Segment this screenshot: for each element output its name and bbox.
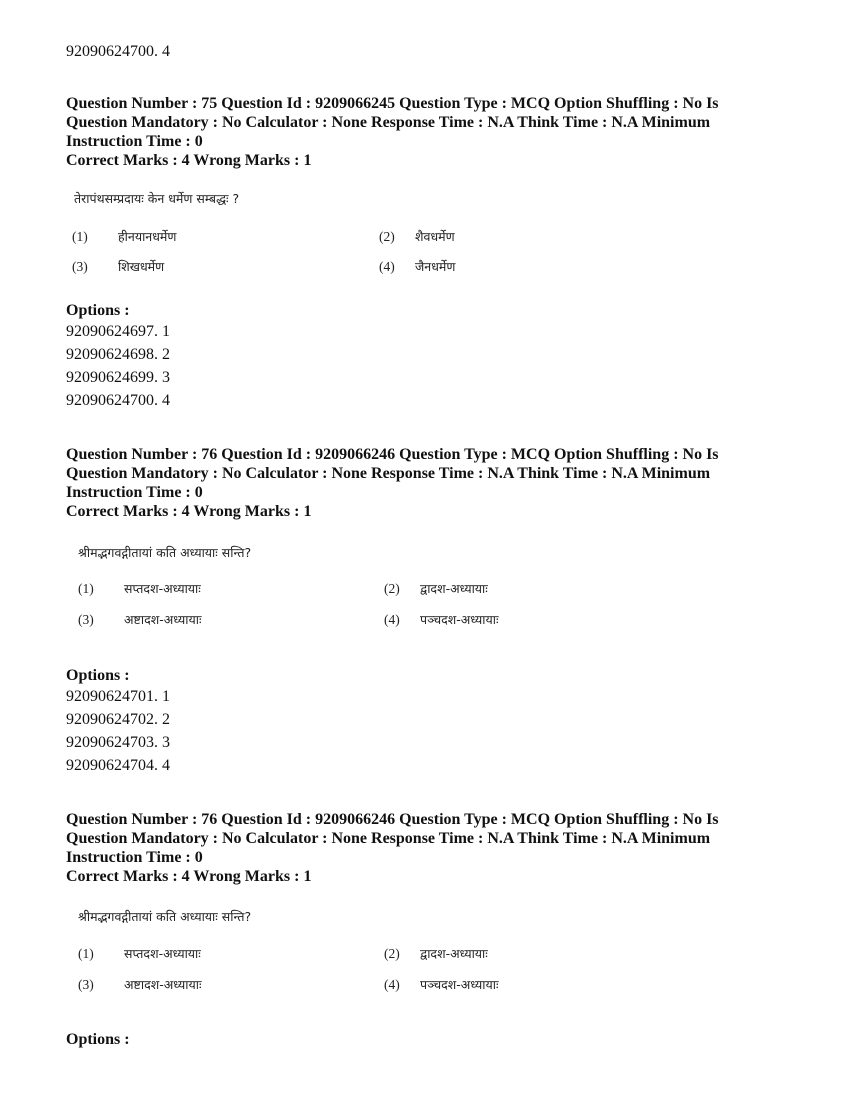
options-list xyxy=(66,320,170,412)
header-line: Question Mandatory : No Calculator : None Response Time : N.A Think Time : N.A Minimum xyxy=(66,830,711,847)
marks-line: Correct Marks : 4 Wrong Marks : 1 xyxy=(66,868,312,885)
marks-line: Correct Marks : 4 Wrong Marks : 1 xyxy=(66,503,312,520)
choice: (4) पञ्चदश-अध्यायाः xyxy=(384,612,499,627)
option-item: 92090624701. 1 xyxy=(66,688,170,705)
question-image xyxy=(66,907,686,997)
question-text: श्रीमद्भगवद्गीतायां कति अध्यायाः सन्ति? xyxy=(78,909,252,924)
question-image xyxy=(66,189,686,279)
option-item: 92090624704. 4 xyxy=(66,757,170,774)
options-label: Options : xyxy=(66,302,130,319)
header-line: Question Number : 75 Question Id : 9209066245 Question Type : MCQ Option Shuffling : No Is xyxy=(66,95,719,112)
choice: (1) हीनयानधर्मेण xyxy=(72,229,177,244)
choice: (2) द्वादश-अध्यायाः xyxy=(384,581,488,596)
marks-line: Correct Marks : 4 Wrong Marks : 1 xyxy=(66,152,312,169)
question-text: श्रीमद्भगवद्गीतायां कति अध्यायाः सन्ति? xyxy=(78,545,252,560)
header-line: Question Mandatory : No Calculator : None Response Time : N.A Think Time : N.A Minimum xyxy=(66,465,711,482)
question-header xyxy=(66,445,786,521)
choice: (4) पञ्चदश-अध्यायाः xyxy=(384,977,499,992)
header-line: Instruction Time : 0 xyxy=(66,484,203,501)
option-line: 92090624700. 4 xyxy=(66,43,170,60)
question-text: तेरापंथसम्प्रदायः केन धर्मेण सम्बद्धः ? xyxy=(74,191,240,206)
option-item: 92090624698. 2 xyxy=(66,346,170,363)
choice: (1) सप्तदश-अध्यायाः xyxy=(78,946,201,961)
header-line: Question Number : 76 Question Id : 9209066246 Question Type : MCQ Option Shuffling : No Is xyxy=(66,811,719,828)
option-item: 92090624699. 3 xyxy=(66,369,170,386)
options-label: Options : xyxy=(66,1031,130,1048)
question-header xyxy=(66,94,786,170)
choice: (2) शैवधर्मेण xyxy=(379,229,455,244)
option-item: 92090624697. 1 xyxy=(66,323,170,340)
header-line: Instruction Time : 0 xyxy=(66,849,203,866)
question-image xyxy=(66,543,686,633)
question-header xyxy=(66,810,786,886)
option-item: 92090624703. 3 xyxy=(66,734,170,751)
header-line: Question Number : 76 Question Id : 9209066246 Question Type : MCQ Option Shuffling : No Is xyxy=(66,446,719,463)
choice: (3) शिखधर्मेण xyxy=(72,259,165,274)
choice: (4) जैनधर्मेण xyxy=(379,259,456,274)
choice: (1) सप्तदश-अध्यायाः xyxy=(78,581,201,596)
choice: (3) अष्टादश-अध्यायाः xyxy=(78,612,202,627)
choice: (3) अष्टादश-अध्यायाः xyxy=(78,977,202,992)
choice: (2) द्वादश-अध्यायाः xyxy=(384,946,488,961)
option-item: 92090624700. 4 xyxy=(66,392,170,409)
option-item: 92090624702. 2 xyxy=(66,711,170,728)
header-line: Question Mandatory : No Calculator : None Response Time : N.A Think Time : N.A Minimum xyxy=(66,114,711,131)
header-line: Instruction Time : 0 xyxy=(66,133,203,150)
options-list xyxy=(66,685,170,777)
options-label: Options : xyxy=(66,667,130,684)
